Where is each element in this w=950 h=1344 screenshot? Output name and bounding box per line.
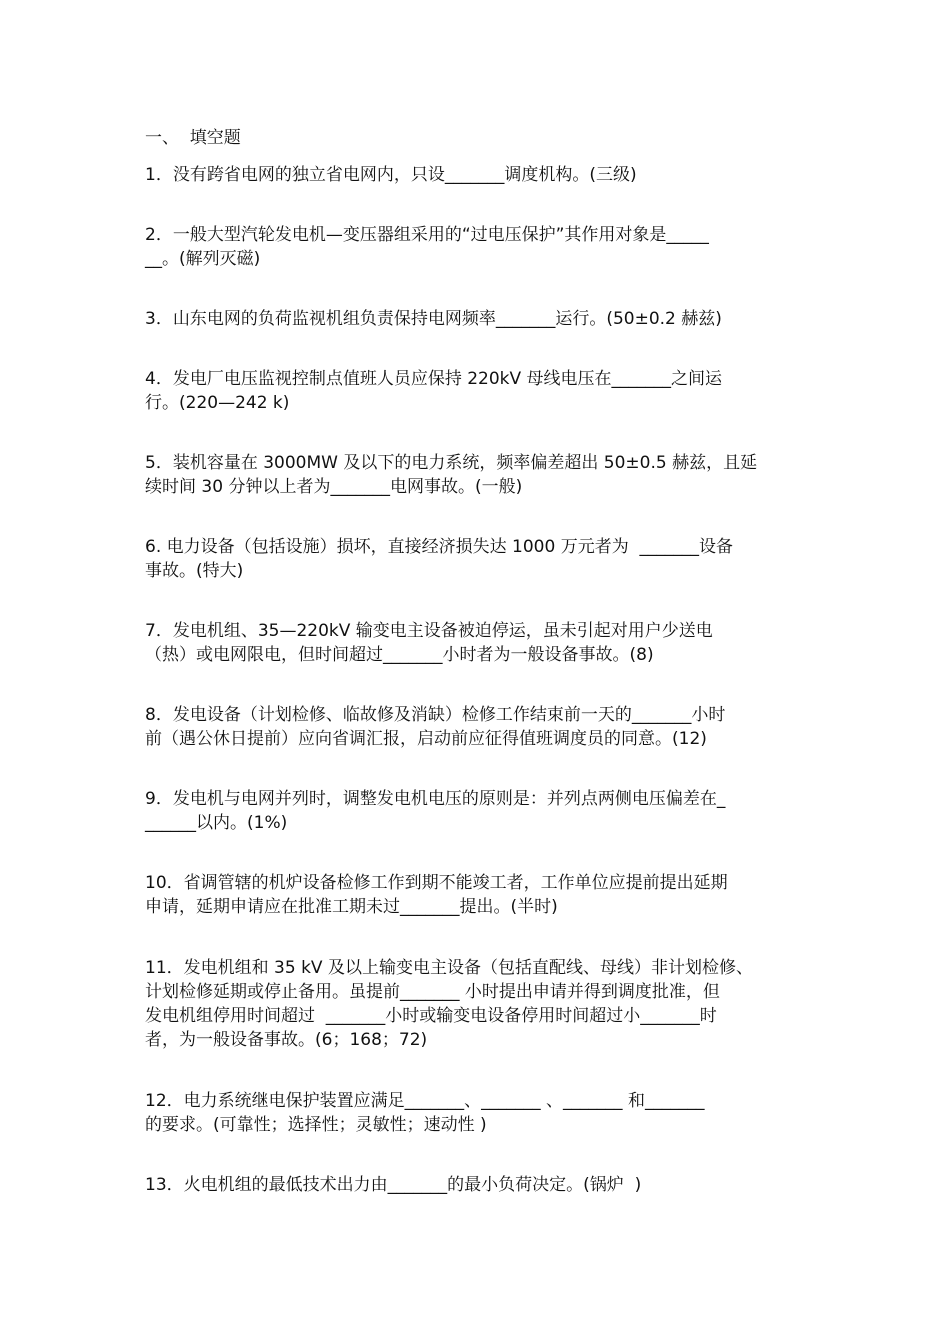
question-line: 事故。(特大) xyxy=(145,561,244,581)
question-line: ______以内。(1%) xyxy=(145,813,288,833)
section-heading: 一、 填空题 xyxy=(145,128,241,148)
question-line: 3．山东电网的负荷监视机组负责保持电网频率_______运行。(50±0.2 赫兹) xyxy=(145,309,722,329)
question-line: 7．发电机组、35—220kV 输变电主设备被迫停运，虽未引起对用户少送电 xyxy=(145,621,713,641)
question-line: 前（遇公休日提前）应向省调汇报，启动前应征得值班调度员的同意。(12) xyxy=(145,729,707,749)
question-line: 行。(220—242 k) xyxy=(145,393,290,413)
question-line: 的要求。(可靠性；选择性；灵敏性；速动性 ) xyxy=(145,1115,487,1135)
question-line: 6. 电力设备（包括设施）损坏，直接经济损失达 1000 万元者为 _______设备 xyxy=(145,537,734,557)
question-line: 8．发电设备（计划检修、临故修及消缺）检修工作结束前一天的_______小时 xyxy=(145,705,726,725)
question-line: __。(解列灭磁) xyxy=(145,249,261,269)
question-line: 10．省调管辖的机炉设备检修工作到期不能竣工者，工作单位应提前提出延期 xyxy=(145,873,728,893)
question-line: 计划检修延期或停止备用。虽提前_______ 小时提出申请并得到调度批准，但 xyxy=(145,982,720,1002)
question-line: 续时间 30 分钟以上者为_______电网事故。(一般) xyxy=(145,477,523,497)
question-line: 4．发电厂电压监视控制点值班人员应保持 220kV 母线电压在_______之间运 xyxy=(145,369,723,389)
question-line: 申请，延期申请应在批准工期未过_______提出。(半时) xyxy=(145,897,558,917)
question-line: （热）或电网限电，但时间超过_______小时者为一般设备事故。(8) xyxy=(145,645,654,665)
question-line: 2．一般大型汽轮发电机—变压器组采用的“过电压保护”其作用对象是_____ xyxy=(145,225,709,245)
question-line: 发电机组停用时间超过 _______小时或输变电设备停用时间超过小_______时 xyxy=(145,1006,717,1026)
question-line: 11．发电机组和 35 kV 及以上输变电主设备（包括直配线、母线）非计划检修、 xyxy=(145,958,753,978)
question-line: 1．没有跨省电网的独立省电网内，只设_______调度机构。(三级) xyxy=(145,165,637,185)
question-line: 9．发电机与电网并列时，调整发电机电压的原则是：并列点两侧电压偏差在_ xyxy=(145,789,726,809)
question-line: 12．电力系统继电保护装置应满足_______、_______ 、_______ 和_______ xyxy=(145,1091,705,1111)
question-line: 5．装机容量在 3000MW 及以下的电力系统，频率偏差超出 50±0.5 赫兹，且延 xyxy=(145,453,758,473)
question-line: 者，为一般设备事故。(6；168；72) xyxy=(145,1030,428,1050)
question-line: 13．火电机组的最低技术出力由_______的最小负荷决定。(锅炉 ) xyxy=(145,1175,642,1195)
